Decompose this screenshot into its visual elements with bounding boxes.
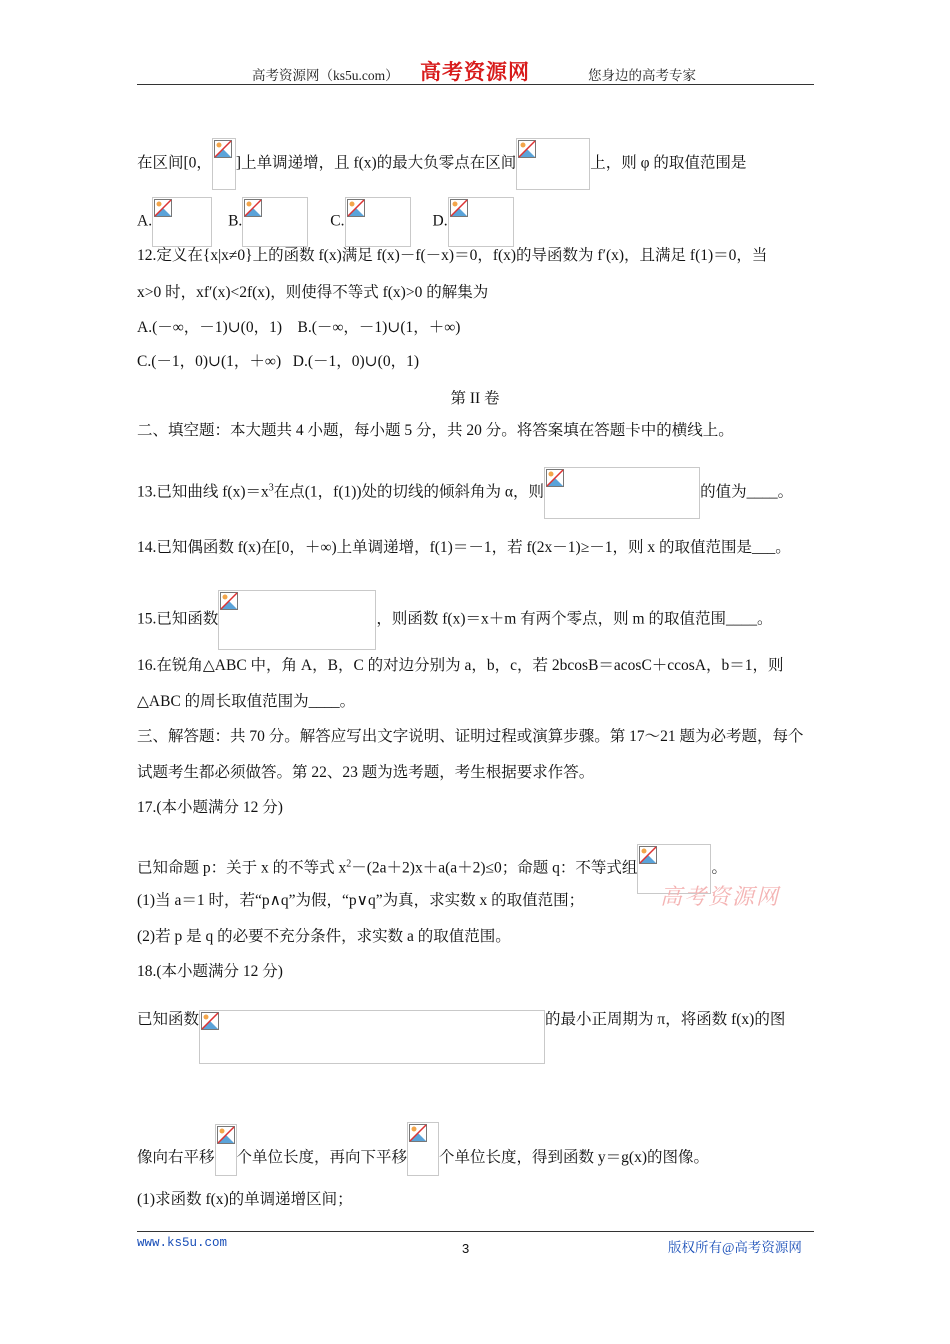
q13-line bbox=[137, 467, 793, 519]
q16-line-2: △ABC 的周长取值范围为____。 bbox=[137, 693, 356, 710]
q12-line-2: x>0 时，xf′(x)<2f(x)，则使得不等式 f(x)>0 的解集为 bbox=[137, 284, 489, 301]
text-seg: 已知命题 p：关于 x 的不等式 x bbox=[137, 859, 347, 877]
text-seg: 15.已知函数 bbox=[137, 610, 219, 628]
image-placeholder-icon bbox=[518, 140, 536, 158]
formula-image bbox=[199, 1010, 545, 1064]
text-seg: 的最小正周期为 π，将函数 f(x)的图 bbox=[545, 1011, 786, 1028]
page-number: 3 bbox=[462, 1241, 470, 1256]
text-seg: 13.已知曲线 f(x)＝x bbox=[137, 483, 269, 501]
header-slogan: 您身边的高考专家 bbox=[588, 68, 696, 83]
q12-options-cd: C.(－1，0)∪(1，＋∞) D.(－1，0)∪(0，1) bbox=[137, 353, 419, 370]
q18-part-1: (1)求函数 f(x)的单调递增区间； bbox=[137, 1191, 353, 1208]
image-placeholder-icon bbox=[347, 199, 365, 217]
text-seg: 像向右平移 bbox=[137, 1149, 215, 1166]
q17-heading: 17.(本小题满分 12 分) bbox=[137, 799, 283, 816]
image-placeholder-icon bbox=[244, 199, 262, 217]
q18-statement-2 bbox=[137, 1122, 709, 1176]
image-placeholder-icon bbox=[450, 199, 468, 217]
image-placeholder-icon bbox=[220, 592, 238, 610]
text-seg: 已知函数 bbox=[137, 1011, 200, 1028]
q14-line: 14.已知偶函数 f(x)在[0，＋∞)上单调递增，f(1)＝－1，若 f(2x－1)≥－1，则 x 的取值范围是___。 bbox=[137, 539, 791, 556]
part-ii-heading: 第 II 卷 bbox=[450, 390, 500, 407]
footer-copyright: 版权所有@高考资源网 bbox=[668, 1240, 802, 1255]
q17-part-1: (1)当 a＝1 时，若“p∧q”为假，“p∨q”为真，求实数 x 的取值范围； bbox=[137, 892, 585, 909]
footer-site-link[interactable]: www.ks5u.com bbox=[137, 1236, 228, 1250]
image-placeholder-icon bbox=[154, 199, 172, 217]
q15-line bbox=[137, 590, 773, 650]
q11-options bbox=[137, 197, 514, 247]
footer-rule bbox=[137, 1231, 814, 1232]
q16-line-1: 16.在锐角△ABC 中，角 A，B，C 的对边分别为 a，b，c，若 2bcosB＝acosC＋ccosA，b＝1，则 bbox=[137, 657, 784, 674]
option-b-label: B. bbox=[228, 212, 243, 230]
image-placeholder-icon bbox=[409, 1124, 427, 1142]
header-site-name: 高考资源网（ks5u.com） bbox=[252, 68, 399, 83]
header-brand-logo: 高考资源网 bbox=[420, 60, 530, 84]
superscript: 3 bbox=[268, 482, 274, 494]
option-d-image bbox=[448, 197, 514, 247]
q11-text-line bbox=[137, 138, 746, 190]
text-seg: 个单位长度，得到函数 y＝g(x)的图像。 bbox=[439, 1149, 709, 1166]
formula-image bbox=[544, 467, 700, 519]
text-seg: ，则函数 f(x)＝x＋m 有两个零点，则 m 的取值范围____。 bbox=[376, 610, 773, 628]
text-seg: －(2a＋2)x＋a(a＋2)≤0；命题 q：不等式组 bbox=[351, 859, 638, 877]
option-b-image bbox=[242, 197, 308, 247]
option-c-label: C. bbox=[330, 212, 345, 230]
q12-options-ab: A.(－∞，－1)∪(0，1) B.(－∞，－1)∪(1，＋∞) bbox=[137, 319, 461, 336]
text-seg: 上，则 φ 的取值范围是 bbox=[590, 154, 747, 172]
section-3-instructions-1: 三、解答题：共 70 分。解答应写出文字说明、证明过程或演算步骤。第 17～21 题为必考题，每个 bbox=[137, 728, 804, 745]
superscript: 2 bbox=[346, 858, 352, 870]
q18-statement bbox=[137, 1010, 785, 1064]
text-seg: 在点(1，f(1))处的切线的倾斜角为 α，则 bbox=[273, 483, 545, 501]
image-placeholder-icon bbox=[201, 1012, 219, 1030]
image-placeholder-icon bbox=[214, 140, 232, 158]
option-a-image bbox=[152, 197, 212, 247]
option-a-label: A. bbox=[137, 212, 153, 230]
formula-image bbox=[218, 590, 376, 650]
image-placeholder-icon bbox=[546, 469, 564, 487]
q17-statement bbox=[137, 844, 727, 894]
q12-line-1: 12.定义在{x|x≠0}上的函数 f(x)满足 f(x)－f(－x)＝0，f(x)的导函数为 f′(x)，且满足 f(1)＝0，当 bbox=[137, 247, 768, 264]
header-rule bbox=[137, 84, 814, 85]
option-d-label: D. bbox=[432, 212, 448, 230]
text-seg: 的值为____。 bbox=[700, 483, 794, 501]
formula-image bbox=[215, 1124, 237, 1176]
text-seg: 。 bbox=[711, 859, 727, 877]
formula-image bbox=[516, 138, 590, 190]
q18-heading: 18.(本小题满分 12 分) bbox=[137, 963, 283, 980]
text-seg: ]上单调递增，且 f(x)的最大负零点在区间 bbox=[235, 154, 517, 172]
image-placeholder-icon bbox=[639, 846, 657, 864]
formula-image bbox=[407, 1122, 439, 1176]
text-seg: 在区间[0， bbox=[137, 154, 212, 172]
q17-part-2: (2)若 p 是 q 的必要不充分条件，求实数 a 的取值范围。 bbox=[137, 928, 511, 945]
image-placeholder-icon bbox=[217, 1126, 235, 1144]
watermark-logo: 高考资源网 bbox=[660, 884, 781, 909]
text-seg: 个单位长度，再向下平移 bbox=[236, 1149, 408, 1166]
fill-in-instructions: 二、填空题：本大题共 4 小题，每小题 5 分，共 20 分。将答案填在答题卡中的横线上。 bbox=[137, 422, 734, 439]
formula-image bbox=[212, 138, 236, 190]
option-c-image bbox=[345, 197, 411, 247]
section-3-instructions-2: 试题考生都必须做答。第 22、23 题为选考题，考生根据要求作答。 bbox=[137, 764, 595, 781]
